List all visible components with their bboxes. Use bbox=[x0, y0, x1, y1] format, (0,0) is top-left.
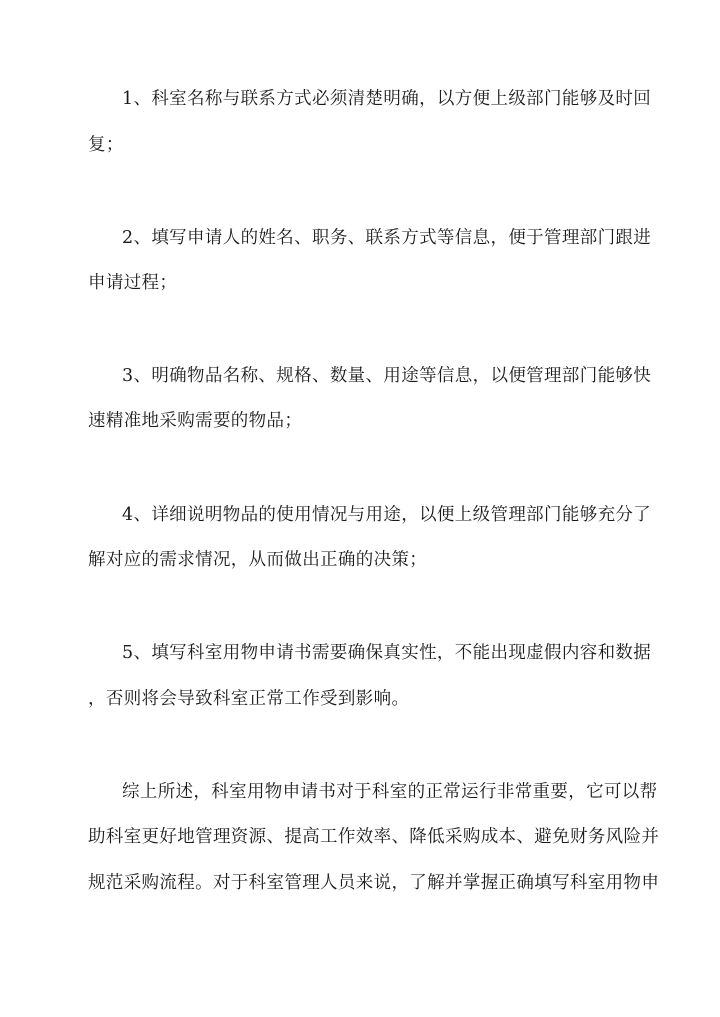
item-5-line-1: 5、填写科室用物申请书需要确保真实性，不能出现虚假内容和数据 bbox=[122, 643, 652, 663]
summary-line-1: 综上所述，科室用物申请书对于科室的正常运行非常重要，它可以帮 bbox=[122, 782, 658, 802]
summary-line-3: 规范采购流程。对于科室管理人员来说，了解并掌握正确填写科室用物申 bbox=[88, 873, 660, 893]
item-2-line-2: 申请过程； bbox=[88, 273, 178, 293]
summary-line-2: 助科室更好地管理资源、提高工作效率、降低采购成本、避免财务风险并 bbox=[88, 827, 660, 847]
item-4-line-2: 解对应的需求情况，从而做出正确的决策； bbox=[88, 550, 428, 570]
item-3-line-1: 3、明确物品名称、规格、数量、用途等信息，以便管理部门能够快 bbox=[122, 366, 652, 386]
item-1-line-1: 1、科室名称与联系方式必须清楚明确，以方便上级部门能够及时回 bbox=[122, 89, 652, 109]
item-4-line-1: 4、详细说明物品的使用情况与用途，以便上级管理部门能够充分了 bbox=[122, 505, 652, 525]
item-1-line-2: 复； bbox=[88, 135, 124, 155]
item-2-line-1: 2、填写申请人的姓名、职务、联系方式等信息，便于管理部门跟进 bbox=[122, 228, 652, 248]
item-3-line-2: 速精准地采购需要的物品； bbox=[88, 411, 303, 431]
item-5-line-2: ，否则将会导致科室正常工作受到影响。 bbox=[88, 689, 410, 709]
